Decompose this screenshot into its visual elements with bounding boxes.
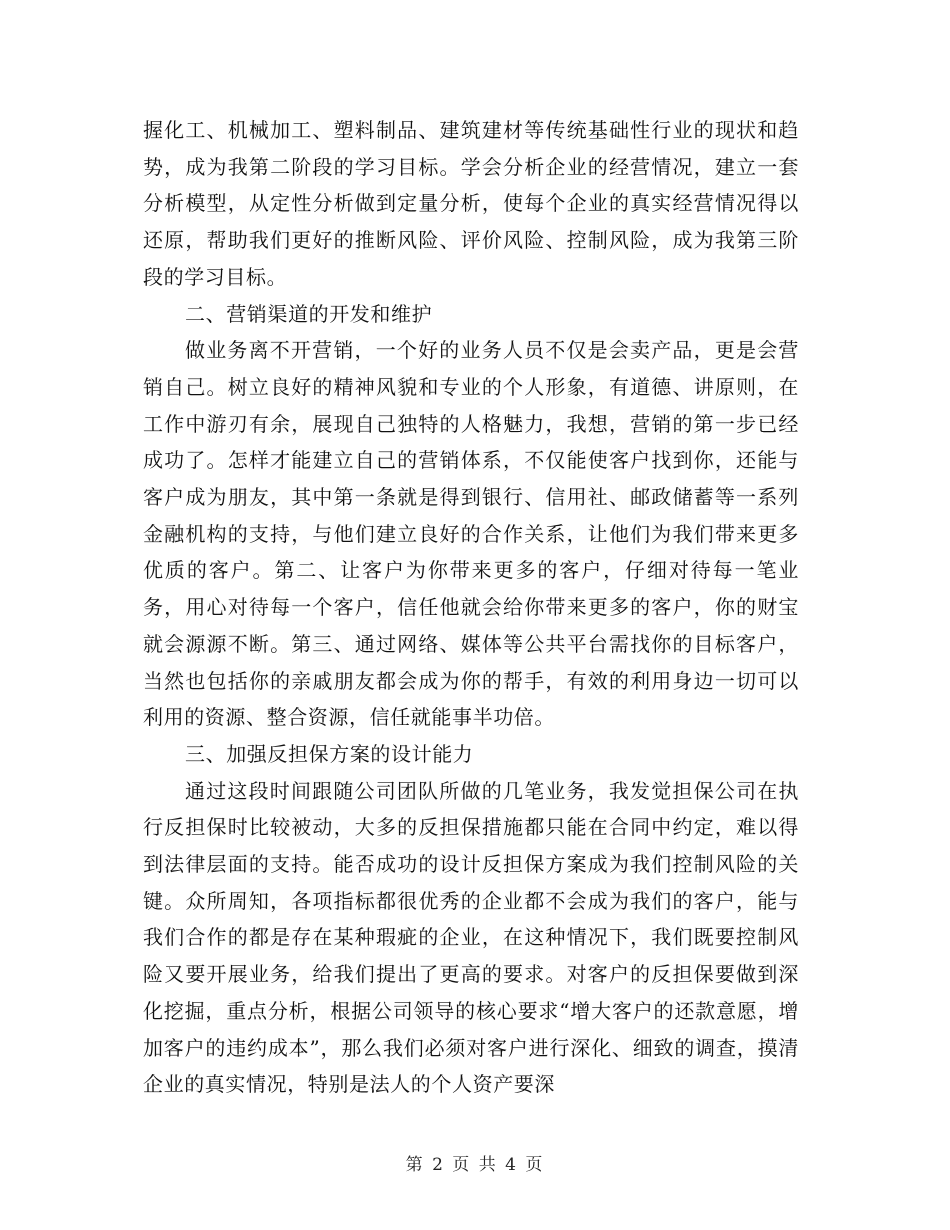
section-heading-counter-guarantee: 三、加强反担保方案的设计能力 xyxy=(185,741,474,766)
section-heading-marketing-channels: 二、营销渠道的开发和维护 xyxy=(185,301,433,326)
paragraph-marketing: 做业务离不开营销，一个好的业务人员不仅是会卖产品，更是会营销自己。树立良好的精神风貌和专业的个人形象，有道德、讲原则，在工作中游刃有余，展现自己独特的人格魅力，我想，营销的第一步已经成功了。怎样才能建立自己的营销体系，不仅能使客户找到你，还能与客户成为朋友，其中第一条就是得到银行、信用社、邮政储蓄等一系列金融机构的支持，与他们建立良好的合作关系，让他们为我们带来更多优质的客户。第二、让客户为你带来更多的客户，仔细对待每一笔业务，用心对待每一个客户，信任他就会给你带来更多的客户，你的财宝就会源源不断。第三、通过网络、媒体等公共平台需找你的目标客户，当然也包括你的亲戚朋友都会成为你的帮手，有效的利用身边一切可以利用的资源、整合资源，信任就能事半功倍。 xyxy=(143,338,799,730)
paragraph-counter-guarantee: 通过这段时间跟随公司团队所做的几笔业务，我发觉担保公司在执行反担保时比较被动，大多的反担保措施都只能在合同中约定，难以得到法律层面的支持。能否成功的设计反担保方案成为我们控制风险的关键。众所周知，各项指标都很优秀的企业都不会成为我们的客户，能与我们合作的都是存在某种瑕疵的企业，在这种情况下，我们既要控制风险又要开展业务，给我们提出了更高的要求。对客户的反担保要做到深化挖掘，重点分析，根据公司领导的核心要求“增大客户的还款意愿，增加客户的违约成本”，那么我们必须对客户进行深化、细致的调查，摸清企业的真实情况，特别是法人的个人资产要深 xyxy=(143,778,799,1097)
paragraph-continuation: 握化工、机械加工、塑料制品、建筑建材等传统基础性行业的现状和趋势，成为我第二阶段的学习目标。学会分析企业的经营情况，建立一套分析模型，从定性分析做到定量分析，使每个企业的真实经营情况得以还原，帮助我们更好的推断风险、评价风险、控制风险，成为我第三阶段的学习目标。 xyxy=(143,118,799,289)
document-body xyxy=(143,112,799,1103)
page-number-footer: 第 2 页 共 4 页 xyxy=(405,1155,545,1175)
